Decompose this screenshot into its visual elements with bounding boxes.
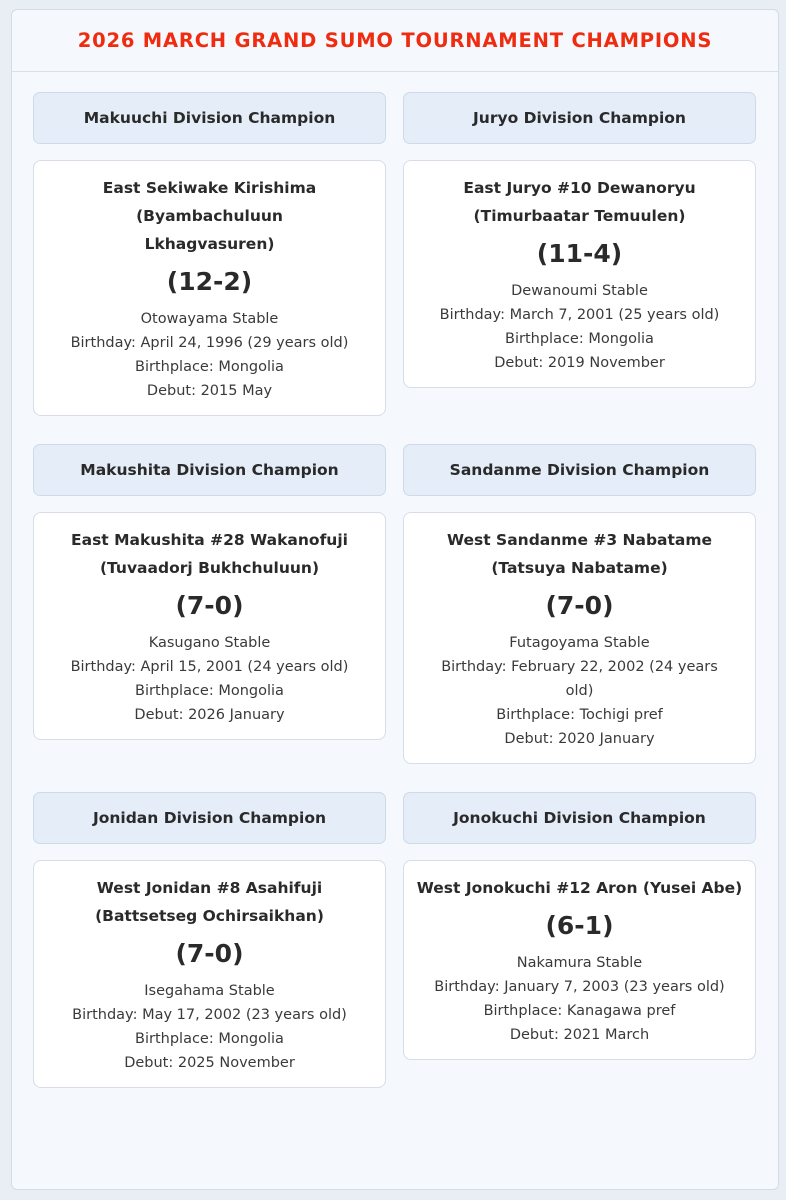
debut: Debut: 2020 January — [504, 731, 655, 747]
birthday: Birthday: March 7, 2001 (25 years old) — [439, 307, 720, 323]
birthplace: Birthplace: Mongolia — [505, 331, 654, 347]
page-title: 2026 MARCH GRAND SUMO TOURNAMENT CHAMPIONS — [77, 29, 713, 52]
division-makushita — [33, 444, 386, 764]
champion-card — [33, 860, 386, 1088]
birthday: Birthday: February 22, 2002 (24 years old) — [441, 659, 718, 699]
stable-name: Isegahama Stable — [144, 983, 275, 999]
wrestler-name: West Jonidan #8 Asahifuji (Battsetseg Ochirsaikhan) — [95, 879, 324, 925]
win-loss-record: (6-1) — [545, 911, 614, 940]
debut: Debut: 2021 March — [509, 1027, 650, 1043]
win-loss-record: (12-2) — [166, 267, 253, 296]
win-loss-record: (7-0) — [175, 939, 244, 968]
champion-card — [33, 160, 386, 416]
division-jonidan — [33, 792, 386, 1088]
champion-card — [403, 512, 756, 764]
birthday: Birthday: April 24, 1996 (29 years old) — [70, 335, 349, 351]
birthplace: Birthplace: Mongolia — [135, 359, 284, 375]
birthday: Birthday: April 15, 2001 (24 years old) — [70, 659, 349, 675]
division-juryo — [403, 92, 756, 416]
win-loss-record: (7-0) — [175, 591, 244, 620]
division-header: Jonidan Division Champion — [33, 792, 386, 844]
division-header: Sandanme Division Champion — [403, 444, 756, 496]
champion-card — [403, 860, 756, 1060]
division-makuuchi — [33, 92, 386, 416]
wrestler-name: East Juryo #10 Dewanoryu (Timurbaatar Temuulen) — [463, 179, 696, 225]
champion-card — [403, 160, 756, 388]
win-loss-record: (11-4) — [536, 239, 623, 268]
debut: Debut: 2019 November — [494, 355, 665, 371]
wrestler-name: East Sekiwake Kirishima (Byambachuluun Lkhagvasuren) — [102, 179, 317, 253]
birthplace: Birthplace: Kanagawa pref — [483, 1003, 676, 1019]
stable-name: Futagoyama Stable — [509, 635, 650, 651]
champions-panel — [11, 9, 779, 1190]
debut: Debut: 2026 January — [134, 707, 285, 723]
birthday: Birthday: May 17, 2002 (23 years old) — [72, 1007, 347, 1023]
birthplace: Birthplace: Mongolia — [135, 1031, 284, 1047]
stable-name: Kasugano Stable — [148, 635, 271, 651]
wrestler-name: East Makushita #28 Wakanofuji (Tuvaadorj Bukhchuluun) — [71, 531, 348, 577]
division-header: Makushita Division Champion — [33, 444, 386, 496]
win-loss-record: (7-0) — [545, 591, 614, 620]
stable-name: Otowayama Stable — [140, 311, 279, 327]
division-jonokuchi — [403, 792, 756, 1088]
division-grid — [33, 92, 757, 1088]
title-bar — [12, 10, 778, 72]
wrestler-name: West Sandanme #3 Nabatame (Tatsuya Nabatame) — [446, 531, 713, 577]
champion-card — [33, 512, 386, 740]
birthday: Birthday: January 7, 2003 (23 years old) — [434, 979, 725, 995]
division-header: Jonokuchi Division Champion — [403, 792, 756, 844]
division-header: Juryo Division Champion — [403, 92, 756, 144]
debut: Debut: 2015 May — [146, 383, 273, 399]
stable-name: Dewanoumi Stable — [511, 283, 648, 299]
division-sandanme — [403, 444, 756, 764]
debut: Debut: 2025 November — [124, 1055, 295, 1071]
division-header: Makuuchi Division Champion — [33, 92, 386, 144]
birthplace: Birthplace: Tochigi pref — [496, 707, 663, 723]
stable-name: Nakamura Stable — [516, 955, 643, 971]
birthplace: Birthplace: Mongolia — [135, 683, 284, 699]
wrestler-name: West Jonokuchi #12 Aron (Yusei Abe) — [416, 879, 743, 897]
